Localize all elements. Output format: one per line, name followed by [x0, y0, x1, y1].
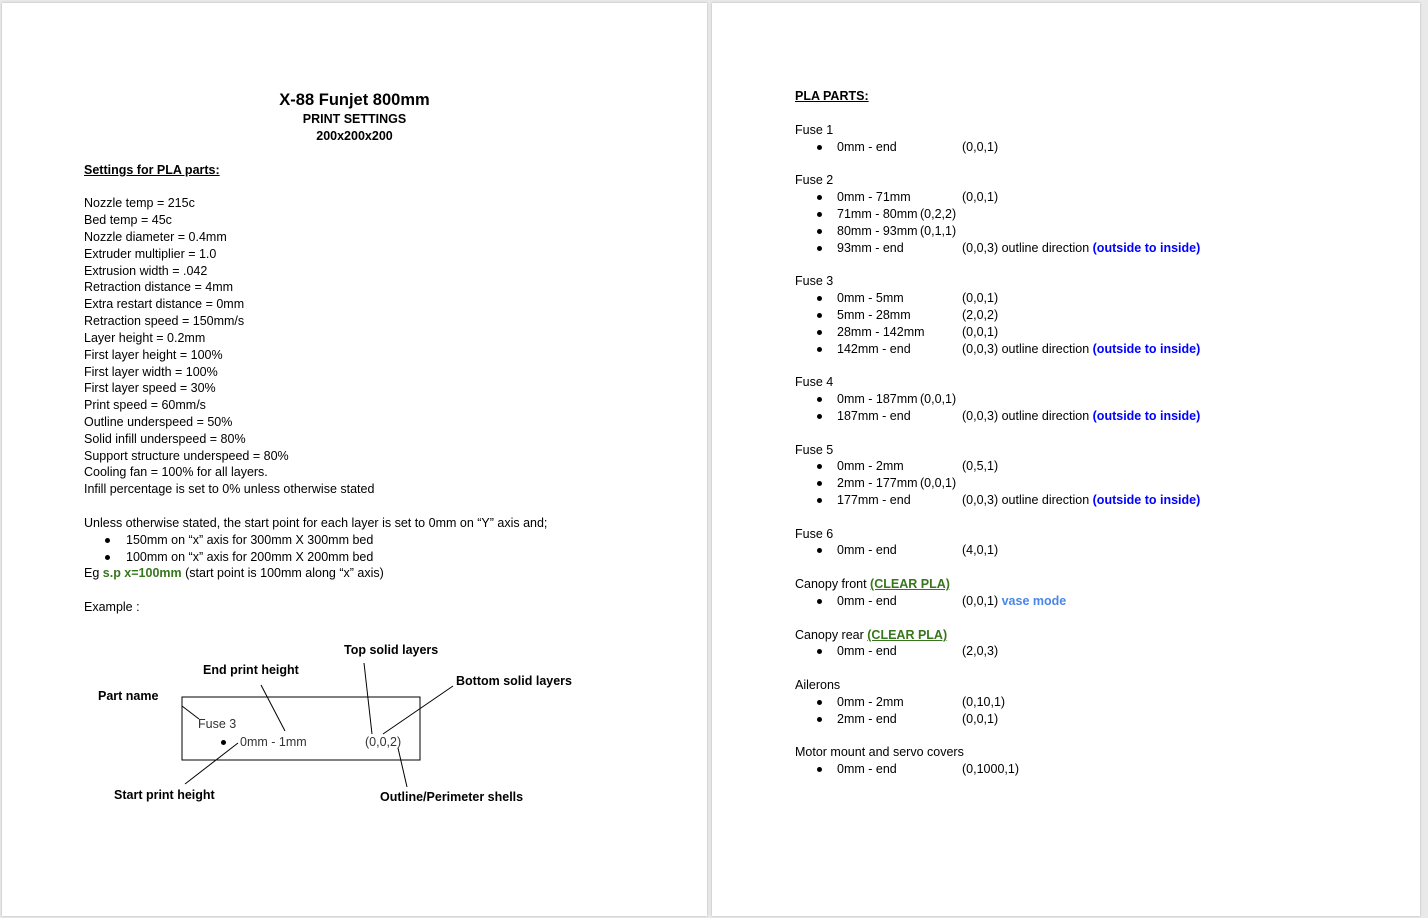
bullet — [817, 296, 822, 301]
diagram-part-name: Fuse 3 — [198, 717, 237, 731]
part-name: Ailerons — [795, 678, 841, 692]
setting-line: Solid infill underspeed = 80% — [84, 432, 246, 446]
bullet — [817, 717, 822, 722]
bullet — [817, 649, 822, 654]
bullet — [817, 498, 822, 503]
outside-to-inside: (outside to inside) — [1092, 241, 1201, 255]
clear-pla-tag: (CLEAR PLA) — [870, 577, 950, 591]
bullet — [817, 195, 822, 200]
part-code: (0,10,1) — [962, 695, 1006, 709]
clear-pla-tag: (CLEAR PLA) — [867, 628, 948, 642]
end-print-height-label: End print height — [203, 663, 299, 677]
bullet — [817, 481, 822, 486]
eg-highlight: s.p x=100mm — [102, 566, 182, 580]
vase-mode-tag: vase mode — [1001, 594, 1067, 608]
part-name: Fuse 2 — [795, 173, 834, 187]
start-bullet: 150mm on “x” axis for 300mm X 300mm bed — [126, 533, 374, 547]
bullet — [817, 464, 822, 469]
part-name: Fuse 3 — [795, 274, 834, 288]
outline-direction-text: (0,0,3) outline direction — [962, 241, 1093, 255]
outline-direction — [962, 241, 1200, 256]
start-point-text: Unless otherwise stated, the start point for each layer is set to 0mm on “Y” axis and; — [84, 516, 548, 530]
part-range: 93mm - end — [837, 241, 904, 255]
part-range: 177mm - end — [837, 493, 911, 507]
outline-direction — [962, 342, 1200, 357]
eg-suffix: (start point is 100mm along “x” axis) — [181, 566, 384, 580]
pla-parts-heading: PLA PARTS: — [795, 89, 869, 103]
part-code: (2,0,3) — [962, 644, 999, 658]
part-name — [795, 577, 950, 592]
document-page-left — [2, 3, 707, 916]
setting-line: First layer speed = 30% — [84, 381, 216, 395]
bullet — [817, 229, 822, 234]
part-range: 0mm - 2mm — [837, 459, 904, 473]
bullet — [817, 548, 822, 553]
outline-direction-text: (0,0,3) outline direction — [962, 493, 1093, 507]
document-subtitle: PRINT SETTINGS — [302, 112, 407, 126]
part-code: (0,0,1) — [962, 325, 999, 339]
setting-line: Extrusion width = .042 — [84, 264, 208, 278]
setting-line: Outline underspeed = 50% — [84, 415, 233, 429]
part-range: 71mm - 80mm — [837, 207, 918, 221]
part-range: 2mm - 177mm — [837, 476, 918, 490]
bullet — [817, 313, 822, 318]
eg-prefix: Eg — [84, 566, 103, 580]
bullet — [221, 740, 226, 745]
bullet — [817, 145, 822, 150]
part-name: Fuse 4 — [795, 375, 834, 389]
document-title: X-88 Funjet 800mm — [279, 91, 430, 109]
start-bullet: 100mm on “x” axis for 200mm X 200mm bed — [126, 550, 374, 564]
bullet — [817, 212, 822, 217]
part-name-text: Canopy front — [795, 577, 871, 591]
diagram-lines — [2, 3, 707, 916]
part-range: 0mm - 2mm — [837, 695, 904, 709]
part-code: (0,0,1) — [962, 712, 999, 726]
outside-to-inside: (outside to inside) — [1092, 493, 1201, 507]
bottom-solid-layers-label: Bottom solid layers — [456, 674, 572, 688]
bullet — [817, 347, 822, 352]
outline-direction — [962, 493, 1200, 508]
setting-line: Cooling fan = 100% for all layers. — [84, 465, 268, 479]
bullet — [817, 414, 822, 419]
part-name: Motor mount and servo covers — [795, 745, 964, 759]
example-label: Example : — [84, 600, 140, 614]
outline-perimeter-shells-label: Outline/Perimeter shells — [380, 790, 524, 804]
bullet — [817, 700, 822, 705]
part-code — [962, 594, 1066, 609]
setting-line: Layer height = 0.2mm — [84, 331, 206, 345]
part-range: 0mm - end — [837, 594, 897, 608]
part-range: 0mm - 71mm — [837, 190, 911, 204]
part-name: Fuse 6 — [795, 527, 834, 541]
setting-line: Bed temp = 45c — [84, 213, 172, 227]
part-name — [795, 628, 947, 643]
part-range: 0mm - end — [837, 644, 897, 658]
settings-heading: Settings for PLA parts: — [84, 163, 220, 177]
bullet — [817, 246, 822, 251]
part-code: (0,1,1) — [920, 224, 957, 238]
part-code: (0,0,1) — [962, 291, 999, 305]
outside-to-inside: (outside to inside) — [1092, 342, 1201, 356]
part-code: (0,5,1) — [962, 459, 999, 473]
outline-direction — [962, 409, 1200, 424]
setting-line: Print speed = 60mm/s — [84, 398, 206, 412]
part-range: 5mm - 28mm — [837, 308, 911, 322]
diagram-range: 0mm - 1mm — [240, 735, 307, 749]
part-name: Fuse 1 — [795, 123, 834, 137]
part-range: 28mm - 142mm — [837, 325, 925, 339]
setting-line: Extra restart distance = 0mm — [84, 297, 245, 311]
part-name: Fuse 5 — [795, 443, 834, 457]
top-solid-layers-label: Top solid layers — [344, 643, 439, 657]
part-range: 80mm - 93mm — [837, 224, 918, 238]
setting-line: Retraction speed = 150mm/s — [84, 314, 245, 328]
part-code: (4,0,1) — [962, 543, 999, 557]
bullet — [817, 599, 822, 604]
part-code: (0,1000,1) — [962, 762, 1019, 776]
part-code: (0,2,2) — [920, 207, 957, 221]
part-range: 187mm - end — [837, 409, 911, 423]
start-print-height-label: Start print height — [114, 788, 215, 802]
outside-to-inside: (outside to inside) — [1092, 409, 1201, 423]
part-code-text: (0,0,1) — [962, 594, 1002, 608]
outline-direction-text: (0,0,3) outline direction — [962, 342, 1093, 356]
part-range: 0mm - 187mm — [837, 392, 918, 406]
part-code: (0,0,1) — [920, 476, 957, 490]
setting-line: Nozzle diameter = 0.4mm — [84, 230, 227, 244]
setting-line: Nozzle temp = 215c — [84, 196, 195, 210]
bed-size: 200x200x200 — [316, 129, 393, 143]
part-name-label: Part name — [98, 689, 159, 703]
bullet — [817, 767, 822, 772]
part-range: 0mm - end — [837, 762, 897, 776]
part-code: (0,0,1) — [920, 392, 957, 406]
setting-line: Infill percentage is set to 0% unless otherwise stated — [84, 482, 375, 496]
part-range: 2mm - end — [837, 712, 897, 726]
setting-line: First layer height = 100% — [84, 348, 223, 362]
part-name-text: Canopy rear — [795, 628, 868, 642]
setting-line: Extruder multiplier = 1.0 — [84, 247, 217, 261]
part-code: (0,0,1) — [962, 140, 999, 154]
setting-line: Support structure underspeed = 80% — [84, 449, 289, 463]
part-code: (0,0,1) — [962, 190, 999, 204]
part-range: 142mm - end — [837, 342, 911, 356]
outline-direction-text: (0,0,3) outline direction — [962, 409, 1093, 423]
setting-line: First layer width = 100% — [84, 365, 218, 379]
part-code: (2,0,2) — [962, 308, 999, 322]
setting-line: Retraction distance = 4mm — [84, 280, 234, 294]
document-page-right — [712, 3, 1420, 916]
part-range: 0mm - 5mm — [837, 291, 904, 305]
part-range: 0mm - end — [837, 140, 897, 154]
part-range: 0mm - end — [837, 543, 897, 557]
diagram-code: (0,0,2) — [365, 735, 402, 749]
bullet — [817, 397, 822, 402]
bullet — [817, 330, 822, 335]
